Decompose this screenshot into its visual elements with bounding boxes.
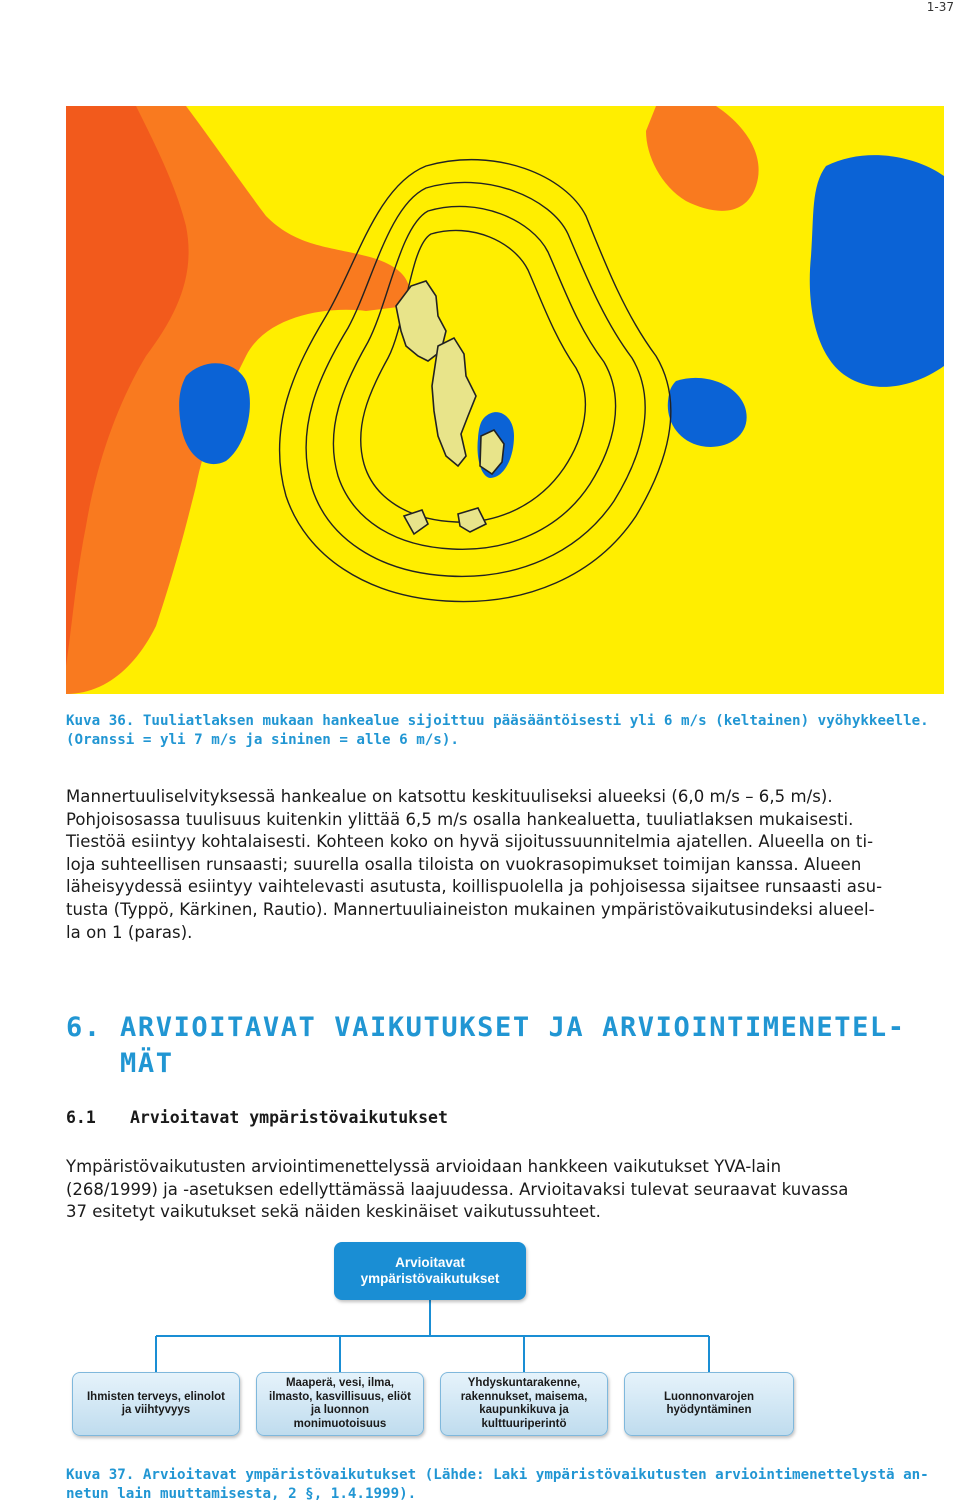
diagram-box-line: Luonnonvarojen (663, 1390, 755, 1403)
diagram-box-line: Yhdyskuntarakenne, (467, 1377, 581, 1389)
diagram-box-line: monimuotoisuus (293, 1417, 387, 1430)
diagram-box-nature (256, 1372, 424, 1436)
paragraph-line: tusta (Typpö, Kärkinen, Rautio). Mannertuuliaineiston mukainen ympäristövaikutusindeksi alueel- (66, 899, 875, 919)
diagram-box-top (334, 1242, 526, 1300)
diagram-box-top-line-2: ympäristövaikutukset (360, 1271, 500, 1286)
paragraph-line: Mannertuuliselvityksessä hankealue on katsottu keskituuliseksi alueeksi (6,0 m/s – 6,5 m/s). (66, 787, 833, 806)
paragraph-line: Pohjoisosassa tuulisuus kuitenkin ylittää 6,5 m/s osalla hankealuetta, tuuliatlaksen mukaisesti. (66, 809, 854, 829)
wind-map-figure (66, 106, 944, 694)
paragraph-line: Tiestöä esiintyy kohtalaisesti. Kohteen koko on hyvä sijoitussuunnitelmia ajatellen. Alueella on ti- (66, 832, 874, 852)
section-6-title-line-2: MÄT (120, 1048, 174, 1079)
figure-37-caption (66, 1466, 946, 1504)
section-6-1-title: Arvioitavat ympäristövaikutukset (130, 1108, 448, 1127)
paragraph-line: (268/1999) ja -asetuksen edellyttämässä laajuudessa. Arvioitavaksi tulevat seuraavat kuvassa (66, 1179, 849, 1199)
diagram-box-line: kulttuuriperintö (481, 1417, 567, 1430)
paragraph-line: läheisyydessä esiintyy vaihtelevasti asutusta, koillispuolella ja pohjoisessa sijaitsee runsaasti asu- (66, 877, 883, 897)
section-6-number: 6. (66, 1012, 102, 1043)
figure-36-caption-line-1: Kuva 36. Tuuliatlaksen mukaan hankealue sijoittuu pääsääntöisesti yli 6 m/s (keltainen) vyöhykkeelle. (66, 713, 929, 729)
diagram-box-line: rakennukset, maisema, (460, 1390, 588, 1403)
wind-map (66, 106, 944, 694)
impact-diagram (66, 1236, 946, 1460)
paragraph-line: loja suhteellisen runsaasti; suurella osalla tiloista on vuokrasopimukset toimijan kanssa. Alueen (66, 854, 862, 874)
section-6-heading (66, 1010, 956, 1082)
paragraph-assessment (66, 1156, 954, 1224)
map-blue-zone-east (810, 155, 944, 387)
diagram-box-line: Maaperä, vesi, ilma, (285, 1377, 395, 1389)
section-6-1-heading (66, 1108, 448, 1127)
figure-37-caption-line-1: Kuva 37. Arvioitavat ympäristövaikutukset (Lähde: Laki ympäristövaikutusten arviointimenettelystä an- (66, 1467, 929, 1483)
diagram-box-human-health (72, 1372, 240, 1436)
figure-36-caption-line-2: (Oranssi = yli 7 m/s ja sininen = alle 6 m/s). (66, 732, 459, 748)
diagram-box-natural-resources (624, 1372, 794, 1436)
diagram-box-line: ja luonnon (310, 1404, 370, 1416)
diagram-box-community (440, 1372, 608, 1436)
figure-36-caption (66, 712, 946, 750)
diagram-box-line: Ihmisten terveys, elinolot (86, 1390, 226, 1403)
paragraph-line: 37 esitetyt vaikutukset sekä näiden keskinäiset vaikutussuhteet. (66, 1202, 601, 1222)
diagram-box-line: ilmasto, kasvillisuus, eliöt (269, 1390, 411, 1403)
section-6-1-number: 6.1 (66, 1108, 96, 1127)
diagram-box-top-line-1: Arvioitavat (395, 1255, 465, 1270)
paragraph-line: Ympäristövaikutusten arviointimenettelyssä arvioidaan hankkeen vaikutukset YVA-lain (66, 1157, 782, 1176)
diagram-box-line: hyödyntäminen (666, 1404, 752, 1416)
diagram-box-line: kaupunkikuva ja (479, 1404, 569, 1416)
page-number: 1-37 (926, 0, 954, 14)
section-6-title-line-1: ARVIOITAVAT VAIKUTUKSET JA ARVIOINTIMENETEL- (120, 1012, 906, 1043)
paragraph-wind-survey (66, 786, 954, 944)
diagram-box-line: ja viihtyvyys (121, 1404, 191, 1416)
paragraph-line: la on 1 (paras). (66, 922, 193, 942)
figure-37-caption-line-2: netun lain muuttamisesta, 2 §, 1.4.1999). (66, 1486, 417, 1502)
